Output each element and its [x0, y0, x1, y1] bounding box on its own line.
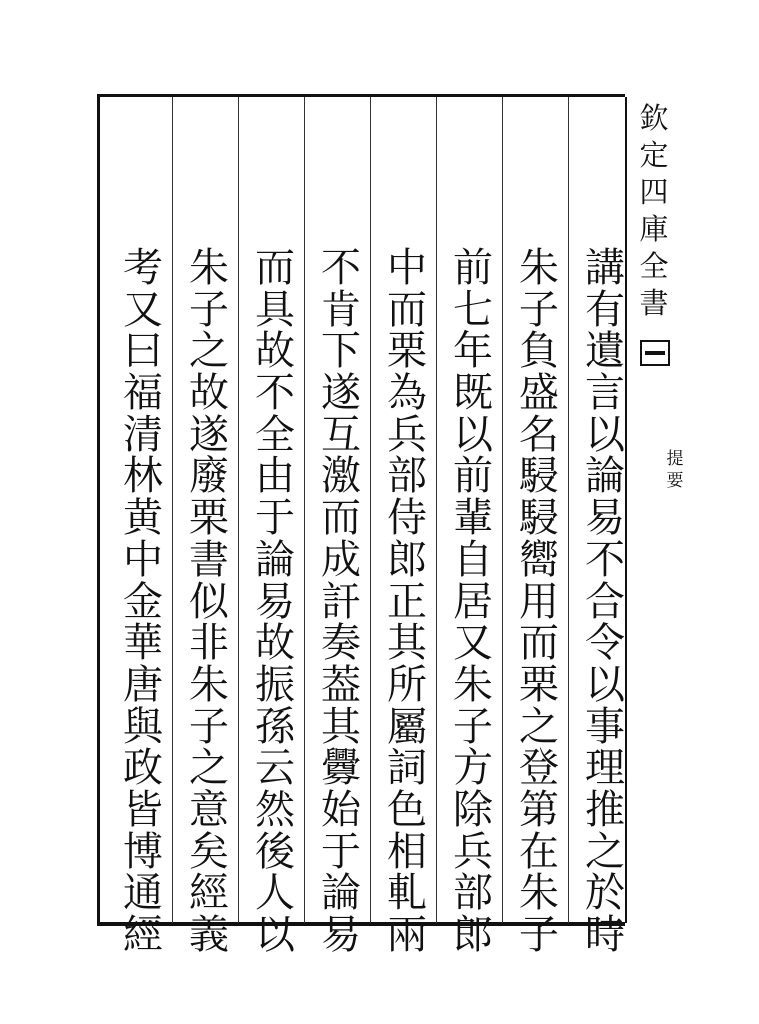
character: 部 — [453, 870, 493, 917]
column-divider — [370, 97, 371, 923]
character: 始 — [321, 786, 361, 833]
character: 四 — [639, 175, 669, 209]
character: 七 — [453, 286, 493, 333]
character: 林 — [123, 453, 163, 500]
character: 除 — [453, 786, 493, 833]
text-column-2 — [513, 245, 565, 958]
text-column-1 — [579, 245, 631, 958]
character: 義 — [189, 912, 229, 958]
character: 考 — [123, 245, 163, 291]
character: 講 — [585, 245, 625, 291]
text-column-5 — [315, 245, 367, 958]
character: 成 — [321, 536, 361, 583]
column-divider — [238, 97, 239, 923]
character: 令 — [585, 620, 625, 667]
column-divider — [172, 97, 173, 923]
character: 以 — [585, 661, 625, 708]
character: 以 — [453, 411, 493, 458]
character: 易 — [321, 912, 361, 958]
character: 振 — [255, 661, 295, 708]
character: 又 — [123, 286, 163, 333]
character: 遂 — [321, 370, 361, 417]
column-divider — [304, 97, 305, 923]
character: 然 — [255, 786, 295, 833]
character: 輩 — [453, 495, 493, 542]
character: 訐 — [321, 578, 361, 625]
character: 嚮 — [519, 536, 559, 583]
character: 福 — [123, 370, 163, 417]
character: 自 — [453, 536, 493, 583]
character: 似 — [189, 578, 229, 625]
character: 與 — [123, 703, 163, 750]
character: 方 — [453, 745, 493, 792]
character: 遺 — [585, 328, 625, 375]
character: 清 — [123, 411, 163, 458]
character: 在 — [519, 828, 559, 875]
character: 登 — [519, 745, 559, 792]
text-column-4 — [381, 245, 433, 958]
character: 駸 — [519, 453, 559, 500]
character: 朱 — [189, 245, 229, 291]
character: 故 — [255, 328, 295, 375]
character: 子 — [519, 286, 559, 333]
character: 定 — [639, 138, 669, 172]
character: 既 — [453, 370, 493, 417]
character: 兵 — [387, 411, 427, 458]
text-column-3 — [447, 245, 499, 958]
character: 金 — [123, 578, 163, 625]
character: 後 — [255, 828, 295, 875]
character: 而 — [519, 620, 559, 667]
character: 正 — [387, 578, 427, 625]
character: 唐 — [123, 661, 163, 708]
character: 書 — [189, 536, 229, 583]
character: 具 — [255, 286, 295, 333]
character: 矣 — [189, 828, 229, 875]
character: 第 — [519, 786, 559, 833]
character: 之 — [189, 328, 229, 375]
character: 不 — [585, 536, 625, 583]
character: 軋 — [387, 870, 427, 917]
character: 其 — [387, 620, 427, 667]
character: 屬 — [387, 703, 427, 750]
character: 朱 — [519, 245, 559, 291]
character: 奏 — [321, 620, 361, 667]
character: 欽 — [639, 101, 669, 135]
character: 廢 — [189, 453, 229, 500]
character: 子 — [453, 703, 493, 750]
character: 郎 — [453, 912, 493, 958]
character: 合 — [585, 578, 625, 625]
character: 通 — [123, 870, 163, 917]
character: 不 — [321, 245, 361, 291]
character: 人 — [255, 870, 295, 917]
character: 侍 — [387, 495, 427, 542]
character: 庫 — [639, 212, 669, 246]
character: 于 — [321, 828, 361, 875]
character: 居 — [453, 578, 493, 625]
character: 論 — [255, 536, 295, 583]
character: 郎 — [387, 536, 427, 583]
character: 易 — [255, 578, 295, 625]
column-divider — [436, 97, 437, 923]
character: 政 — [123, 745, 163, 792]
character: 之 — [519, 703, 559, 750]
character: 前 — [453, 245, 493, 291]
character: 故 — [189, 370, 229, 417]
character: 部 — [387, 453, 427, 500]
character: 故 — [255, 620, 295, 667]
character: 其 — [321, 703, 361, 750]
character: 博 — [123, 828, 163, 875]
character: 釁 — [321, 745, 361, 792]
character: 全 — [639, 249, 669, 283]
character: 子 — [189, 286, 229, 333]
text-column-8 — [117, 245, 169, 958]
character: 栗 — [387, 328, 427, 375]
character: 全 — [255, 411, 295, 458]
character: 栗 — [189, 495, 229, 542]
character: 有 — [585, 286, 625, 333]
character: 朱 — [453, 661, 493, 708]
character: 相 — [387, 828, 427, 875]
character: 色 — [387, 786, 427, 833]
margin-section-label — [664, 448, 686, 492]
character: 論 — [321, 870, 361, 917]
character: 孫 — [255, 703, 295, 750]
character: 所 — [387, 661, 427, 708]
character: 之 — [189, 745, 229, 792]
character: 詞 — [387, 745, 427, 792]
character: 年 — [453, 328, 493, 375]
character: 而 — [387, 286, 427, 333]
character: 而 — [321, 495, 361, 542]
character: 黄 — [123, 495, 163, 542]
character: 下 — [321, 328, 361, 375]
character: 理 — [585, 745, 625, 792]
character: 推 — [585, 786, 625, 833]
character: 華 — [123, 620, 163, 667]
character: 朱 — [189, 661, 229, 708]
character: 云 — [255, 745, 295, 792]
top-border — [97, 94, 625, 97]
character: 事 — [585, 703, 625, 750]
character: 前 — [453, 453, 493, 500]
character: 朱 — [519, 870, 559, 917]
character: 提 — [666, 449, 684, 469]
text-column-7 — [183, 245, 235, 958]
character: 意 — [189, 786, 229, 833]
text-column-6 — [249, 245, 301, 958]
character: 名 — [519, 411, 559, 458]
character: 子 — [519, 912, 559, 958]
margin-title — [638, 100, 670, 322]
column-divider — [568, 97, 569, 923]
character: 經 — [123, 912, 163, 958]
fish-tail-mark — [640, 340, 670, 366]
character: 葢 — [321, 661, 361, 708]
character: 為 — [387, 370, 427, 417]
character: 要 — [666, 471, 684, 491]
character: 肯 — [321, 286, 361, 333]
character: 子 — [189, 703, 229, 750]
character: 用 — [519, 578, 559, 625]
character: 盛 — [519, 370, 559, 417]
character: 皆 — [123, 786, 163, 833]
character: 之 — [585, 828, 625, 875]
column-divider — [502, 97, 503, 923]
character: 曰 — [123, 328, 163, 375]
character: 論 — [585, 453, 625, 500]
character: 負 — [519, 328, 559, 375]
character: 中 — [387, 245, 427, 291]
character: 駸 — [519, 495, 559, 542]
character: 時 — [585, 912, 625, 958]
character: 遂 — [189, 411, 229, 458]
character: 經 — [189, 870, 229, 917]
character: 不 — [255, 370, 295, 417]
character: 又 — [453, 620, 493, 667]
character: 以 — [255, 912, 295, 958]
character: 書 — [639, 286, 669, 320]
character: 以 — [585, 411, 625, 458]
character: 中 — [123, 536, 163, 583]
character: 易 — [585, 495, 625, 542]
character: 非 — [189, 620, 229, 667]
character: 互 — [321, 411, 361, 458]
character: 兩 — [387, 912, 427, 958]
character: 由 — [255, 453, 295, 500]
character: 而 — [255, 245, 295, 291]
character: 兵 — [453, 828, 493, 875]
character: 言 — [585, 370, 625, 417]
character: 栗 — [519, 661, 559, 708]
character: 激 — [321, 453, 361, 500]
character: 于 — [255, 495, 295, 542]
character: 於 — [585, 870, 625, 917]
